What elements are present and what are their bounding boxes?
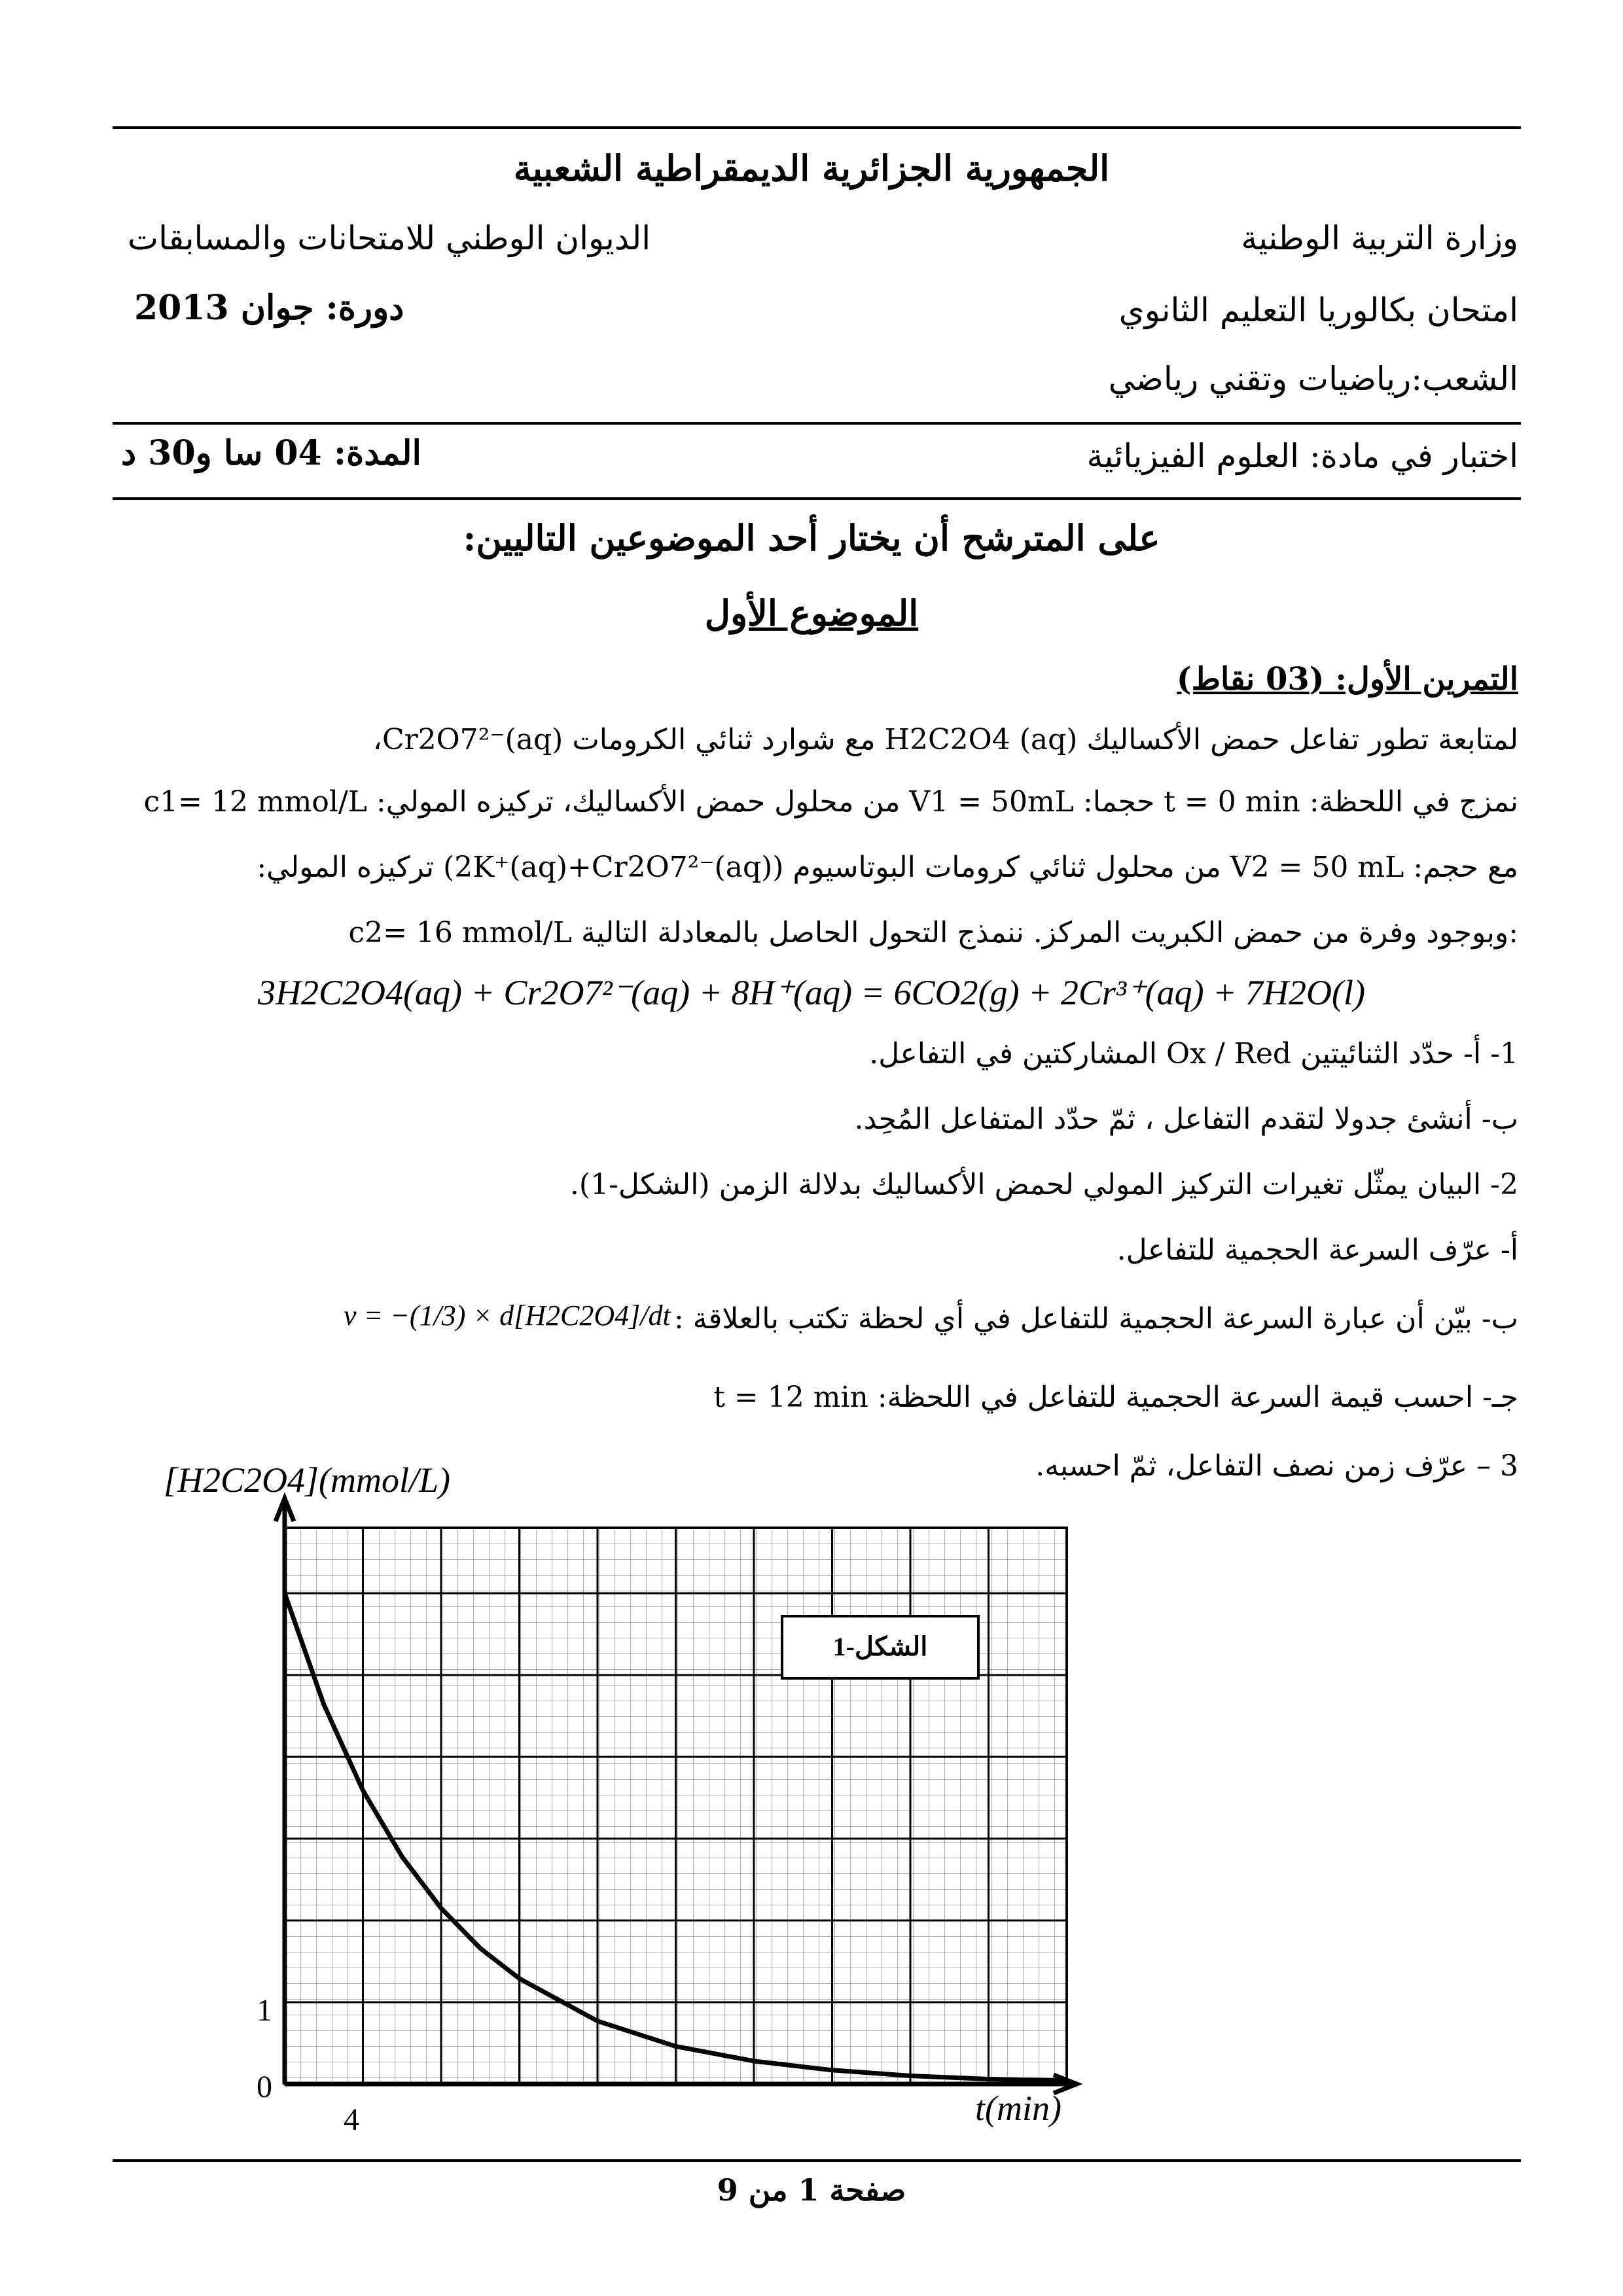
legend-box	[782, 1616, 978, 1678]
y-tick-1: 1	[257, 1993, 272, 2028]
topic-title: الموضوع الأول	[704, 592, 919, 634]
question-2a: أ- عرّف السرعة الحجمية للتفاعل.	[1116, 1233, 1518, 1267]
reaction-equation: 3H2C2O4(aq) + Cr2O7²⁻(aq) + 8H⁺(aq) = 6CO2(g) + 2Cr³⁺(aq) + 7H2O(l)	[258, 973, 1365, 1012]
legend-box-label: الشكل-1	[832, 1632, 928, 1661]
republic-title: الجمهورية الجزائرية الديمقراطية الشعبية	[513, 147, 1110, 189]
question-2: 2- البيان يمثّل تغيرات التركيز المولي لحمض الأكساليك بدلالة الزمن (الشكل-1).	[569, 1168, 1518, 1201]
header-rule-1	[113, 422, 1521, 425]
footer-rule	[113, 2159, 1521, 2162]
instruction-text: على المترشح أن يختار أحد الموضوعين التاليين:	[463, 517, 1160, 559]
concentration-chart	[0, 1439, 1113, 2146]
question-1a: 1- أ- حدّد الثنائيتين Ox / Red المشاركتين في التفاعل.	[869, 1037, 1518, 1070]
exercise-paragraph-3: مع حجم: V2 = 50 mL من محلول ثنائي كرومات البوتاسيوم (2K⁺(aq)+Cr2O7²⁻(aq)) تركيزه المولي:	[257, 851, 1518, 884]
x-tick-4: 4	[344, 2102, 359, 2137]
exercise-paragraph-4: c2= 16 mmol/L وبوجود وفرة من حمض الكبريت المركز. ننمذج التحول الحاصل بالمعادلة التالية:	[348, 916, 1518, 949]
exercise-paragraph-1: لمتابعة تطور تفاعل حمض الأكساليك H2C2O4 (aq) مع شوارد ثنائي الكرومات Cr2O7²⁻(aq)،	[372, 723, 1518, 756]
question-3: 3 – عرّف زمن نصف التفاعل، ثمّ احسبه.	[1035, 1449, 1518, 1483]
y-axis-label: [H2C2O4](mmol/L)	[164, 1460, 451, 1500]
office-label: الديوان الوطني للامتحانات والمسابقات	[128, 219, 651, 257]
top-rule	[113, 126, 1521, 129]
duration-label: المدة: 04 سا و30 د	[121, 433, 421, 473]
exercise-title: التمرين الأول: (03 نقاط)	[1176, 661, 1518, 698]
velocity-formula: v = −(1/3) × d[H2C2O4]/dt	[344, 1299, 671, 1332]
header-rule-2	[113, 497, 1521, 500]
ministry-label: وزارة التربية الوطنية	[1241, 219, 1518, 257]
question-2b: ب- بيّن أن عبارة السرعة الحجمية للتفاعل في أي لحظة تكتب بالعلاقة :	[673, 1302, 1518, 1335]
question-1b: ب- أنشئ جدولا لتقدم التفاعل ، ثمّ حدّد المتفاعل المُحِد.	[854, 1103, 1518, 1136]
question-2c: جـ- احسب قيمة السرعة الحجمية للتفاعل في اللحظة: t = 12 min	[713, 1381, 1518, 1414]
exercise-paragraph-2: نمزج في اللحظة: t = 0 min حجما: V1 = 50mL من محلول حمض الأكساليك، تركيزه المولي: c1= 12 mmol/L	[143, 785, 1518, 819]
subject-label: اختبار في مادة: العلوم الفيزيائية	[1086, 437, 1518, 475]
x-axis-label: t(min)	[975, 2089, 1061, 2128]
exam-label: امتحان بكالوريا التعليم الثانوي	[1118, 291, 1518, 329]
streams-label: الشعب:رياضيات وتقني رياضي	[1108, 360, 1518, 398]
session-label: دورة: جوان 2013	[134, 288, 404, 328]
page-number: صفحة 1 من 9	[717, 2172, 906, 2208]
y-tick-origin: 0	[257, 2070, 272, 2104]
graph-paper-grid	[285, 1528, 1067, 2084]
